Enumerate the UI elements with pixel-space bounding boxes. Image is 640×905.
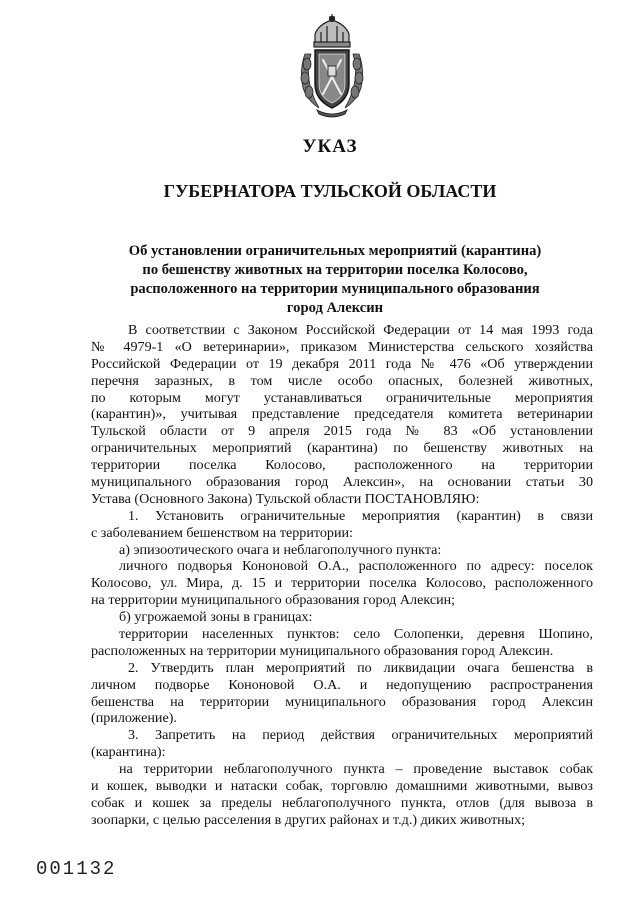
item3-text-line: и кошек, выводки и натаски собак, торговлю домашними животными, вывоз	[91, 778, 593, 795]
item3-text-line: на территории неблагополучного пункта – проведение выставок собак	[119, 761, 593, 778]
item3-line: (карантина):	[91, 744, 166, 761]
item2-line: личном подворье Кононовой О.А. и недопущению распространения	[91, 676, 593, 693]
subject-line: город Алексин	[286, 300, 384, 316]
item1-line: 1. Установить ограничительные мероприятия (карантин) в связи	[128, 507, 593, 524]
item1a-line: на территории муниципального образования город Алексин;	[91, 592, 456, 609]
item1a-heading: а) эпизоотического очага и неблагополучного пункта:	[119, 541, 442, 558]
tula-oblast-coat-of-arms-icon	[297, 14, 367, 118]
item1b-heading: б) угрожаемой зоны в границах:	[119, 609, 313, 626]
decree-subject	[120, 242, 550, 318]
subject-line: по бешенству животных на территории поселка Колосово,	[142, 262, 528, 278]
preamble-line: территории поселка Колосово, расположенного на территории	[91, 457, 593, 474]
preamble-line: (карантин)», учитывая представление председателя комитета ветеринарии	[91, 406, 593, 423]
preamble-line: муниципального образования город Алексин», на основании статьи 30	[91, 474, 593, 491]
item3-line: 3. Запретить на период действия ограничительных мероприятий	[128, 727, 593, 744]
preamble-line: Устава (Основного Закона) Тульской области ПОСТАНОВЛЯЮ:	[91, 490, 480, 507]
item2-line: бешенства на территории муниципального образования город Алексин	[91, 693, 593, 710]
subject-line: расположенного на территории муниципального образования	[130, 281, 540, 297]
decree-title: УКАЗ	[302, 136, 358, 157]
decree-body	[91, 322, 593, 829]
item2-line: (приложение).	[91, 710, 177, 727]
item1b-line: территории населенных пунктов: село Солопенки, деревня Шопино,	[119, 626, 593, 643]
item1-line: с заболеванием бешенством на территории:	[91, 524, 353, 541]
preamble-line: Российской Федерации от 19 декабря 2011 года № 476 «Об утверждении	[91, 355, 593, 372]
item2-line: 2. Утвердить план мероприятий по ликвидации очага бешенства в	[128, 659, 593, 676]
preamble-line: ограничительных мероприятий (карантина) по бешенству животных на	[91, 440, 593, 457]
item3-text-line: зоопарки, с целью расселения в других районах и т.д.) диких животных;	[91, 811, 526, 828]
item1b-line: расположенных на территории муниципального образования город Алексин.	[91, 642, 554, 659]
preamble-line: перечня заразных, в том числе особо опасных, болезней животных,	[91, 372, 593, 389]
preamble-line: Тульской области от 9 апреля 2015 года № 83 «Об установлении	[91, 423, 593, 440]
item1a-line: Колосово, ул. Мира, д. 15 и территории поселка Колосово, расположенного	[91, 575, 593, 592]
item1a-line: личного подворья Кононовой О.А., расположенного по адресу: поселок	[119, 558, 593, 575]
preamble-line: № 4979-1 «О ветеринарии», приказом Министерства сельского хозяйства	[91, 338, 593, 355]
item3-text-line: собак и кошек за пределы неблагополучного пункта, отлов (для вывоза в	[91, 794, 593, 811]
serial-number: 001132	[36, 858, 117, 880]
decree-issuer: ГУБЕРНАТОРА ТУЛЬСКОЙ ОБЛАСТИ	[163, 181, 497, 201]
subject-line: Об установлении ограничительных мероприятий (карантина)	[128, 243, 542, 259]
preamble-line: В соответствии с Законом Российской Федерации от 14 мая 1993 года	[128, 322, 593, 338]
preamble-line: по которым могут устанавливаться ограничительные мероприятия	[91, 389, 593, 406]
